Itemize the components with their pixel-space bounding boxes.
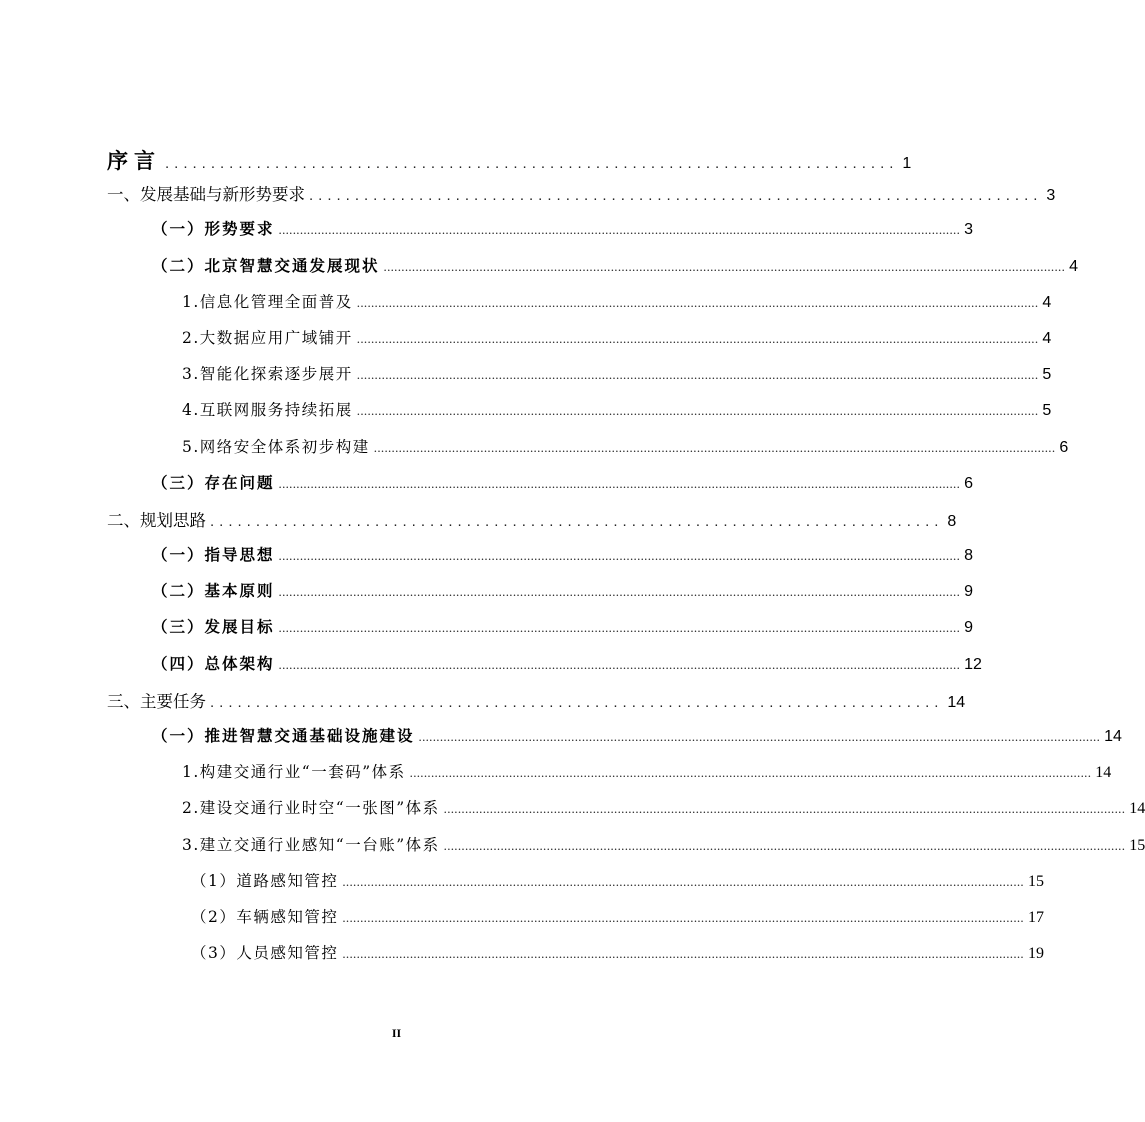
toc-entry-title: 1.信息化管理全面普及 xyxy=(182,292,353,311)
toc-entry-page: 6 xyxy=(1059,438,1069,456)
toc-leader-dots: ................................................................................................................................................................................................ xyxy=(356,330,1039,346)
toc-entry[interactable] xyxy=(107,398,1052,434)
toc-entry[interactable] xyxy=(107,326,1052,362)
toc-entry[interactable] xyxy=(107,254,1079,290)
toc-leader-dots: ................................................................................................................................................................................................ xyxy=(278,548,961,564)
toc-entry-page: 14 xyxy=(947,693,966,711)
toc-leader-dots: ................................................................................................................................................................................................ xyxy=(356,294,1039,310)
toc-entry[interactable] xyxy=(107,688,966,724)
toc-entry[interactable] xyxy=(107,941,1044,977)
toc-entry[interactable] xyxy=(107,833,1145,869)
toc-leader-dots: ................................................................................................................................................................................................ xyxy=(278,222,961,238)
toc-entry[interactable] xyxy=(107,652,982,688)
toc-leader-dots: ................................................................................................................................................................................................ xyxy=(383,258,1066,274)
toc-entry[interactable] xyxy=(107,760,1112,796)
toc-leader-dots: ................................................................................................................................................................................................ xyxy=(278,656,961,672)
toc-entry-page: 8 xyxy=(964,547,974,565)
toc-leader-dots: ................................................................................................................................................................................................ xyxy=(278,620,961,636)
toc-entry-title: （1）道路感知管控 xyxy=(191,871,339,890)
toc-entry-title: （2）车辆感知管控 xyxy=(191,907,339,926)
toc-entry-page: 15 xyxy=(1027,872,1044,890)
toc-leader-dots: ................................................................................................................................................................................................ xyxy=(356,367,1039,383)
toc-entry-page: 4 xyxy=(1069,257,1079,275)
toc-entry[interactable] xyxy=(107,507,957,543)
toc-entry[interactable] xyxy=(107,145,912,181)
toc-entry-page: 14 xyxy=(1129,800,1145,818)
toc-entry-page: 14 xyxy=(1095,764,1112,782)
toc-entry-page: 8 xyxy=(947,512,957,530)
toc-entry[interactable] xyxy=(107,869,1044,905)
toc-entry-page: 5 xyxy=(1042,366,1052,384)
toc-entry[interactable] xyxy=(107,905,1044,941)
toc-leader-dots: ................................................................................................................................................................................................ xyxy=(342,873,1024,889)
toc-entry-title: 二、规划思路 xyxy=(107,510,206,530)
toc-entry[interactable] xyxy=(107,796,1145,832)
toc-leader-dots: ................................................................................................................................................................................................ xyxy=(443,837,1126,853)
toc-entry[interactable] xyxy=(107,543,974,579)
toc-entry-title: 序言 xyxy=(107,149,161,173)
toc-entry-title: 5.网络安全体系初步构建 xyxy=(182,437,370,456)
page-number-footer: II xyxy=(391,1026,402,1040)
toc-leader-dots: ................................................................................................................................................................................................ xyxy=(278,475,961,491)
toc-entry-page: 17 xyxy=(1027,908,1044,926)
toc-leader-dots: ................................................................................................................................................................................................ xyxy=(278,584,961,600)
toc-entry[interactable] xyxy=(107,217,974,253)
toc-entry-title: （一）形势要求 xyxy=(152,219,275,239)
toc-entry-title: （二）北京智慧交通发展现状 xyxy=(152,255,380,275)
toc-entry[interactable] xyxy=(107,181,1056,217)
toc-entry-title: （二）基本原则 xyxy=(152,581,275,601)
toc-leader-dots: ................................................................................................................................................................................................ xyxy=(443,801,1126,817)
toc-entry-title: （一）推进智慧交通基础设施建设 xyxy=(152,726,415,745)
toc-entry-page: 9 xyxy=(964,619,974,637)
toc-entry[interactable] xyxy=(107,435,1069,471)
toc-leader-dots: ................................................................................ xyxy=(309,187,1043,205)
toc-entry-title: 1.构建交通行业“一套码”体系 xyxy=(182,763,406,782)
toc-entry-page: 6 xyxy=(964,474,974,492)
toc-entry-page: 4 xyxy=(1042,293,1052,311)
toc-leader-dots: ................................................................................ xyxy=(210,693,944,711)
toc-leader-dots: ................................................................................ xyxy=(210,512,944,530)
toc-entry-title: 3.智能化探索逐步展开 xyxy=(182,365,353,384)
toc-leader-dots: ................................................................................................................................................................................................ xyxy=(373,439,1056,455)
toc-entry-title: （四）总体架构 xyxy=(152,653,275,673)
toc-entry-title: （三）发展目标 xyxy=(152,617,275,637)
toc-entry-page: 14 xyxy=(1104,728,1122,745)
toc-entry-title: （3）人员感知管控 xyxy=(191,944,339,963)
toc-entry-title: 一、发展基础与新形势要求 xyxy=(107,185,305,205)
toc-entry-page: 15 xyxy=(1129,836,1145,854)
toc-leader-dots: ................................................................................................................................................................................................ xyxy=(409,765,1092,781)
toc-entry[interactable] xyxy=(107,290,1052,326)
toc-entry-title: （一）指导思想 xyxy=(152,545,275,565)
toc-entry-title: （三）存在问题 xyxy=(152,472,275,492)
toc-entry-page: 19 xyxy=(1027,945,1044,963)
toc-entry-title: 3.建立交通行业感知“一台账”体系 xyxy=(182,835,440,854)
toc-leader-dots: ................................................................................................................................................................................................ xyxy=(342,946,1024,962)
toc-entry[interactable] xyxy=(107,471,974,507)
toc-entry-page: 3 xyxy=(1046,187,1056,205)
toc-entry[interactable] xyxy=(107,724,1122,760)
toc-leader-dots: ................................................................................................................................................................................................ xyxy=(356,403,1039,419)
toc-entry-page: 1 xyxy=(902,155,912,172)
toc-entry-page: 9 xyxy=(964,583,974,601)
table-of-contents xyxy=(107,145,1145,977)
toc-entry-page: 12 xyxy=(964,655,982,673)
toc-entry[interactable] xyxy=(107,579,974,615)
toc-leader-dots: ................................................................................................................................................................................................ xyxy=(342,909,1024,925)
toc-entry[interactable] xyxy=(107,615,974,651)
toc-entry-page: 4 xyxy=(1042,329,1052,347)
toc-entry-title: 4.互联网服务持续拓展 xyxy=(182,401,353,420)
toc-entry[interactable] xyxy=(107,362,1052,398)
toc-entry-page: 5 xyxy=(1042,402,1052,420)
toc-entry-title: 2.大数据应用广域铺开 xyxy=(182,328,353,347)
toc-entry-title: 三、主要任务 xyxy=(107,691,206,711)
toc-leader-dots: ................................................................................ xyxy=(165,155,899,172)
toc-leader-dots: ................................................................................................................................................................................................ xyxy=(418,729,1101,744)
toc-entry-page: 3 xyxy=(964,221,974,239)
toc-entry-title: 2.建设交通行业时空“一张图”体系 xyxy=(182,799,440,818)
